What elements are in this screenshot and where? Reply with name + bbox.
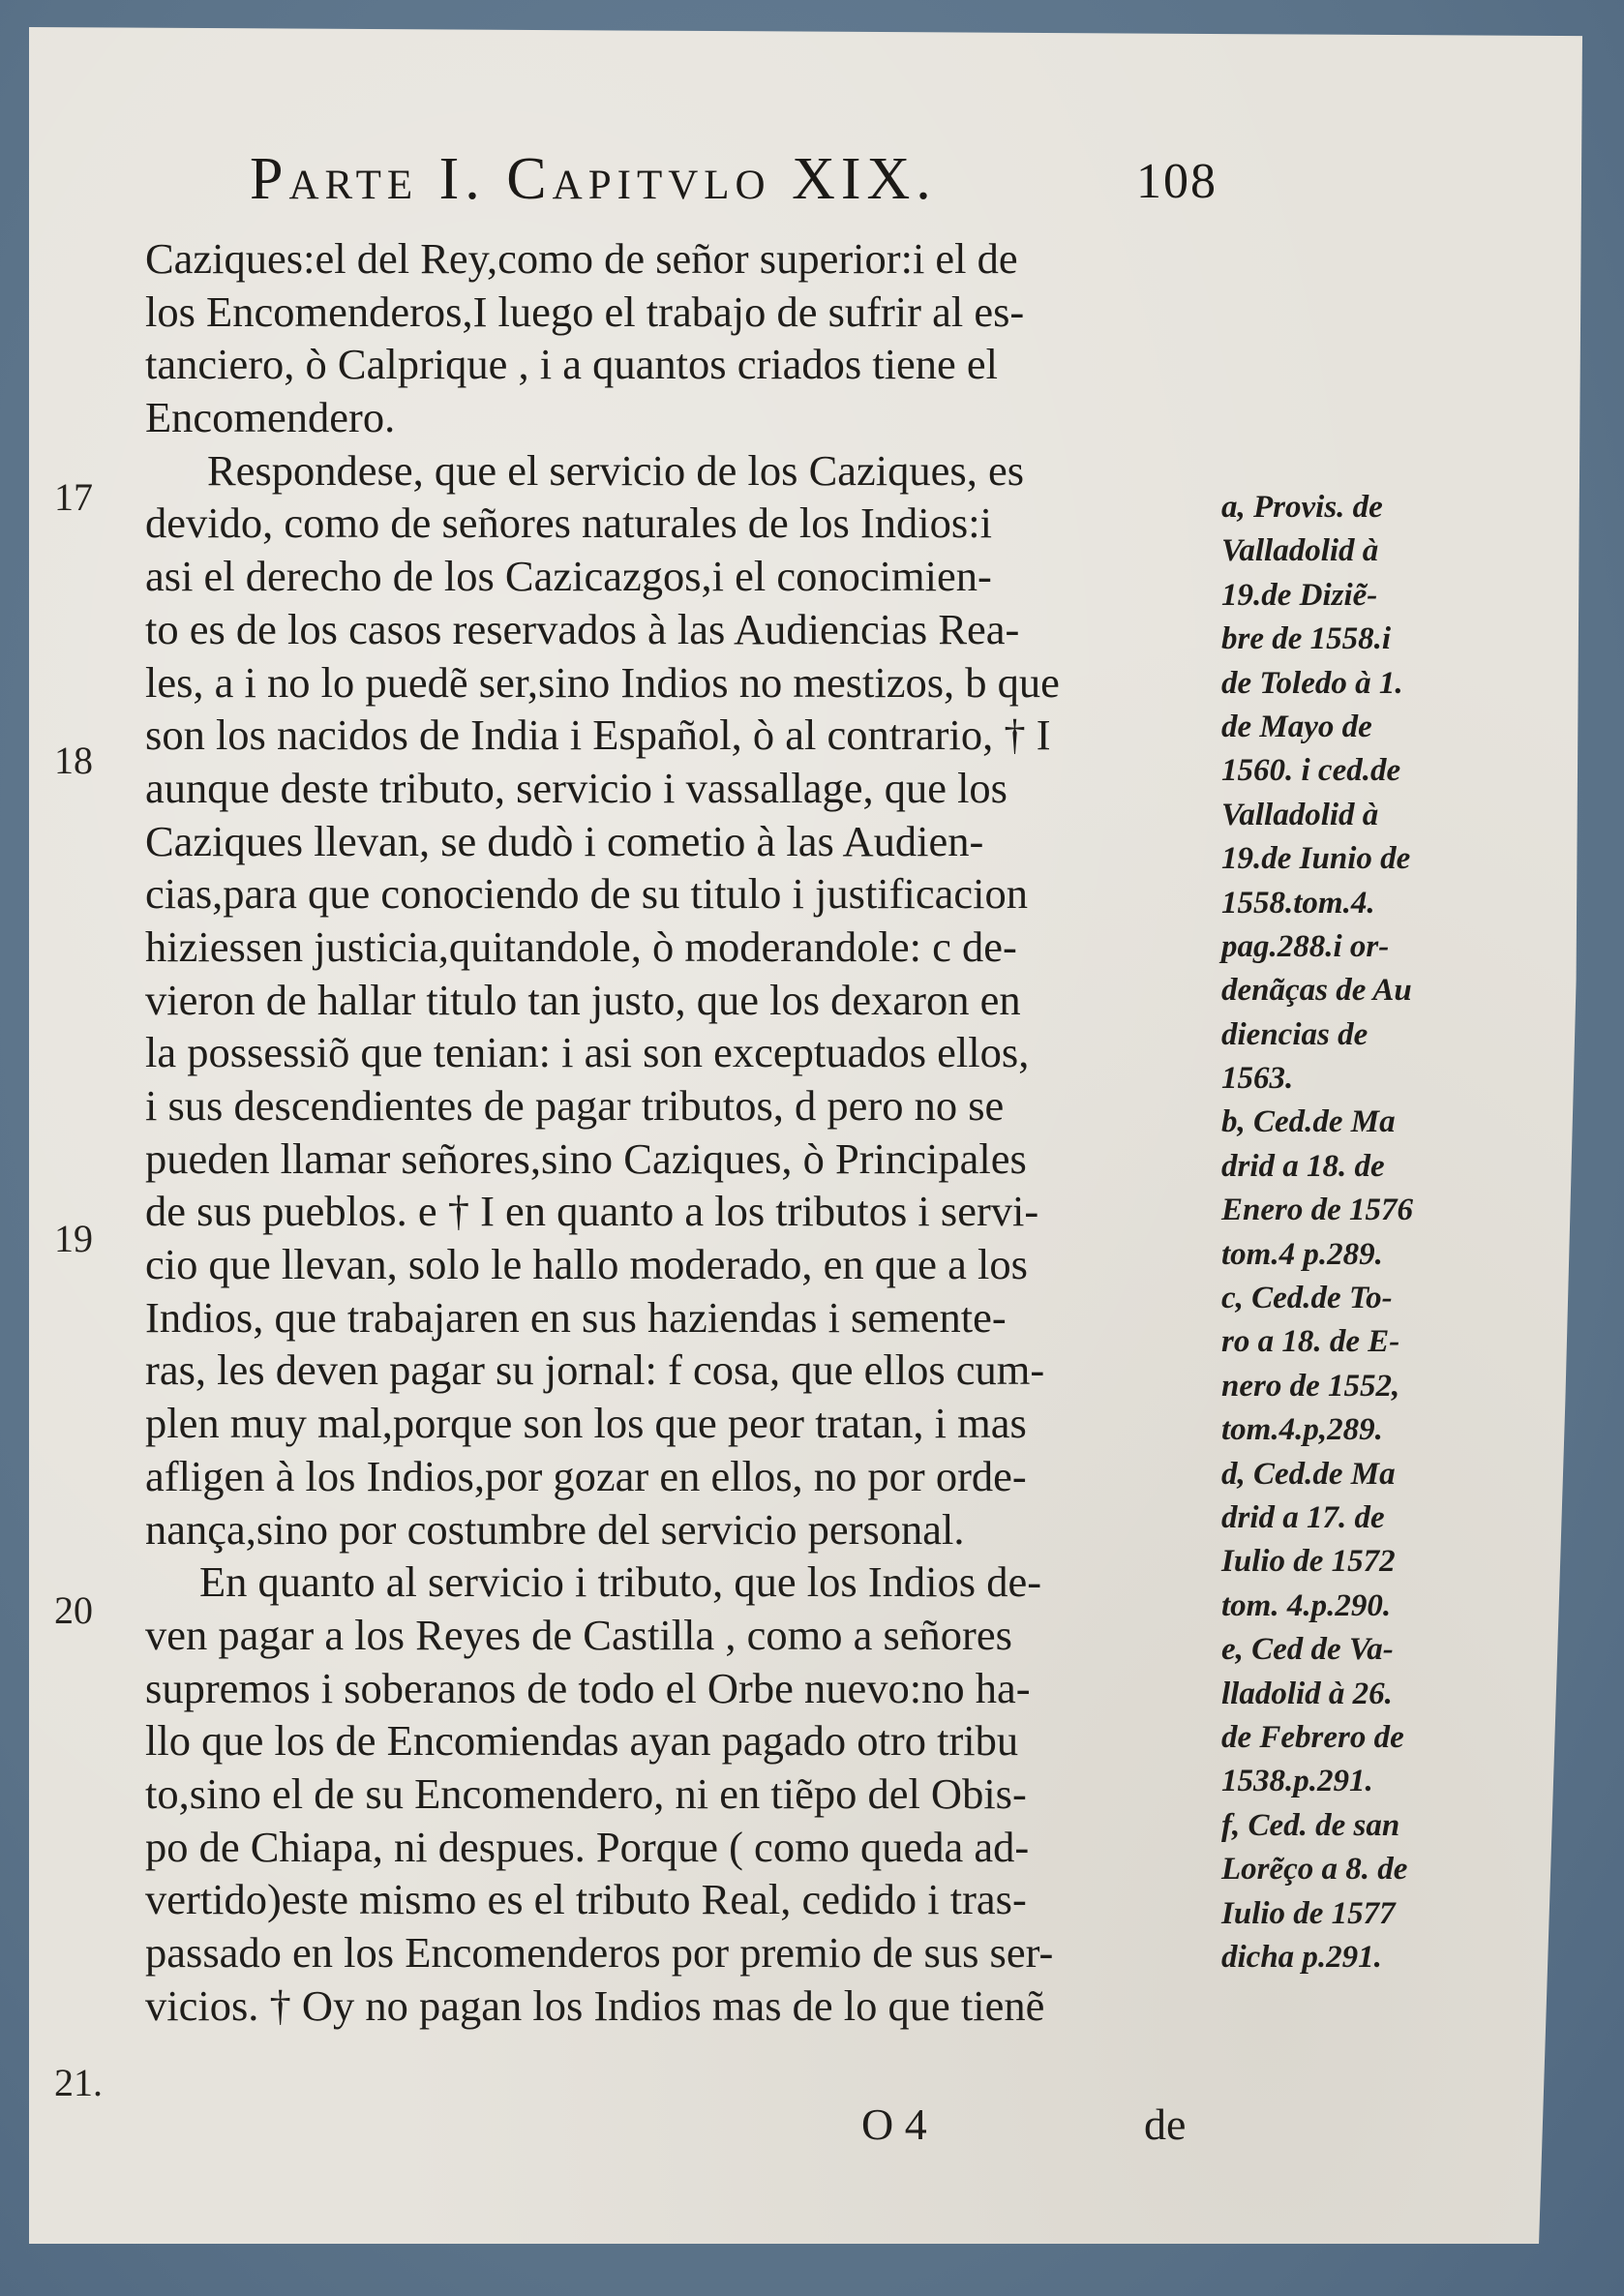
margin-note-line: drid a 18. de (1221, 1148, 1385, 1184)
margin-note-line: Iulio de 1572 (1221, 1544, 1396, 1580)
catchword: de (1144, 2100, 1187, 2149)
text-line: En quanto al servicio i tributo, que los Indios de- (199, 1557, 1042, 1607)
margin-note-line: 1563. (1221, 1061, 1294, 1097)
text-line: to es de los casos reservados à las Audiencias Rea- (145, 604, 1020, 653)
text-line: aunque deste tributo, servicio i vassallage, que los (145, 763, 1007, 812)
margin-note-line: de Toledo à 1. (1221, 665, 1403, 701)
margin-note-line: de Mayo de (1221, 709, 1372, 744)
signature-mark: O 4 (861, 2100, 927, 2149)
main-text-column (145, 232, 1210, 2032)
text-line: Caziques:el del Rey,como de señor superior:i el de (145, 234, 1018, 283)
text-line: son los nacidos de India i Español, ò al contrario, † I (145, 710, 1051, 760)
text-line: i sus descendientes de pagar tributos, d pero no se (145, 1081, 1005, 1130)
text-line: llo que los de Encomiendas ayan pagado otro tribu (145, 1716, 1019, 1766)
margin-note-line: pag.288.i or- (1221, 928, 1390, 964)
text-line: supremos i soberanos de todo el Orbe nuevo:no ha- (145, 1663, 1031, 1712)
text-line: po de Chiapa, ni despues. Porque ( como queda ad- (145, 1822, 1030, 1871)
margin-note-line: 19.de Diziẽ- (1221, 577, 1378, 613)
text-line: vieron de hallar titulo tan justo, que los dexaron en (145, 975, 1021, 1024)
margin-note-line: Iulio de 1577 (1221, 1895, 1396, 1931)
margin-note-line: drid a 17. de (1221, 1499, 1385, 1535)
text-line: pueden llamar señores,sino Caziques, ò Principales (145, 1133, 1027, 1183)
margin-note-line: c, Ced.de To- (1221, 1281, 1393, 1316)
text-line: los Encomenderos,I luego el trabajo de sufrir al es- (145, 287, 1025, 336)
margin-note-line: de Febrero de (1221, 1719, 1404, 1755)
text-line: ven pagar a los Reyes de Castilla , como a señores (145, 1610, 1012, 1659)
margin-note-line: bre de 1558.i (1221, 621, 1392, 657)
text-line: tanciero, ò Calprique , i a quantos criados tiene el (145, 340, 999, 389)
margin-note-line: Valladolid à (1221, 797, 1379, 832)
margin-note-line: e, Ced de Va- (1221, 1632, 1394, 1668)
text-line: plen muy mal,porque son los que peor tratan, i mas (145, 1399, 1027, 1448)
text-line: les, a i no lo puedẽ ser,sino Indios no mestizos, b que (145, 657, 1060, 707)
text-line: vertido)este mismo es el tributo Real, cedido i tras- (145, 1875, 1027, 1924)
margin-note-line: nero de 1552, (1221, 1368, 1400, 1404)
text-line: ras, les deven pagar su jornal: f cosa, que ellos cum- (145, 1345, 1045, 1395)
paragraph-number: 17 (54, 475, 93, 519)
margin-note-line: tom.4 p.289. (1221, 1236, 1383, 1272)
paragraph-number: 19 (54, 1217, 93, 1260)
text-line: Indios, que trabajaren en sus haziendas i semente- (145, 1292, 1007, 1342)
margin-note-line: dicha p.291. (1221, 1939, 1382, 1975)
margin-note-line: 1558.tom.4. (1221, 885, 1375, 921)
running-header (250, 145, 1218, 232)
margin-note-line: Valladolid à (1221, 533, 1379, 569)
text-line: la possessiõ que tenian: i asi son exceptuados ellos, (145, 1028, 1030, 1077)
margin-note-line: denãças de Au (1221, 973, 1412, 1009)
text-line: to,sino el de su Encomendero, ni en tiẽpo del Obis- (145, 1768, 1027, 1818)
paragraph-number: 18 (54, 739, 93, 782)
margin-note-line: 1560. i ced.de (1221, 753, 1401, 789)
page-number: 108 (1136, 154, 1218, 209)
margin-note-line: f, Ced. de san (1221, 1807, 1400, 1843)
text-line: vicios. † Oy no pagan los Indios mas de lo que tienẽ (145, 1980, 1045, 2030)
text-line: cio que llevan, solo le hallo moderado, en que a los (145, 1240, 1028, 1289)
margin-note-line: ro a 18. de E- (1221, 1324, 1400, 1360)
text-line: nança,sino por costumbre del servicio personal. (145, 1504, 965, 1554)
margin-note-line: 1538.p.291. (1221, 1764, 1373, 1799)
text-line: devido, como de señores naturales de los Indios:i (145, 498, 992, 548)
text-line: Encomendero. (145, 393, 396, 442)
margin-note-line: 19.de Iunio de (1221, 841, 1411, 877)
margin-note-line: a, Provis. de (1221, 490, 1383, 525)
margin-note-line: tom. 4.p.290. (1221, 1587, 1392, 1623)
paragraph-number: 21. (54, 2061, 103, 2104)
text-line: cias,para que conociendo de su titulo i justificacion (145, 869, 1028, 919)
text-line: afligen à los Indios,por gozar en ellos, no por orde- (145, 1451, 1027, 1500)
margin-note-line: Lorẽço a 8. de (1221, 1852, 1408, 1888)
margin-note-line: diencias de (1221, 1016, 1368, 1052)
margin-note-line: Enero de 1576 (1221, 1193, 1413, 1228)
text-line: hiziessen justicia,quitandole, ò moderandole: c de- (145, 921, 1017, 971)
text-line: passado en los Encomenderos por premio de sus ser- (145, 1928, 1054, 1977)
marginal-notes (1221, 486, 1512, 1979)
running-title: Parte I. Capitvlo XIX. (250, 146, 937, 212)
paragraph-number: 20 (54, 1588, 93, 1632)
text-line: asi el derecho de los Cazicazgos,i el conocimien- (145, 552, 992, 601)
text-line: Caziques llevan, se dudò i cometio à las Audien- (145, 816, 984, 865)
margin-note-line: b, Ced.de Ma (1221, 1104, 1396, 1140)
text-line: Respondese, que el servicio de los Caziques, es (207, 445, 1025, 495)
margin-note-line: lladolid à 26. (1221, 1676, 1393, 1711)
text-line: de sus pueblos. e † I en quanto a los tributos i servi- (145, 1187, 1039, 1236)
margin-note-line: tom.4.p,289. (1221, 1412, 1383, 1448)
margin-note-line: d, Ced.de Ma (1221, 1456, 1396, 1492)
